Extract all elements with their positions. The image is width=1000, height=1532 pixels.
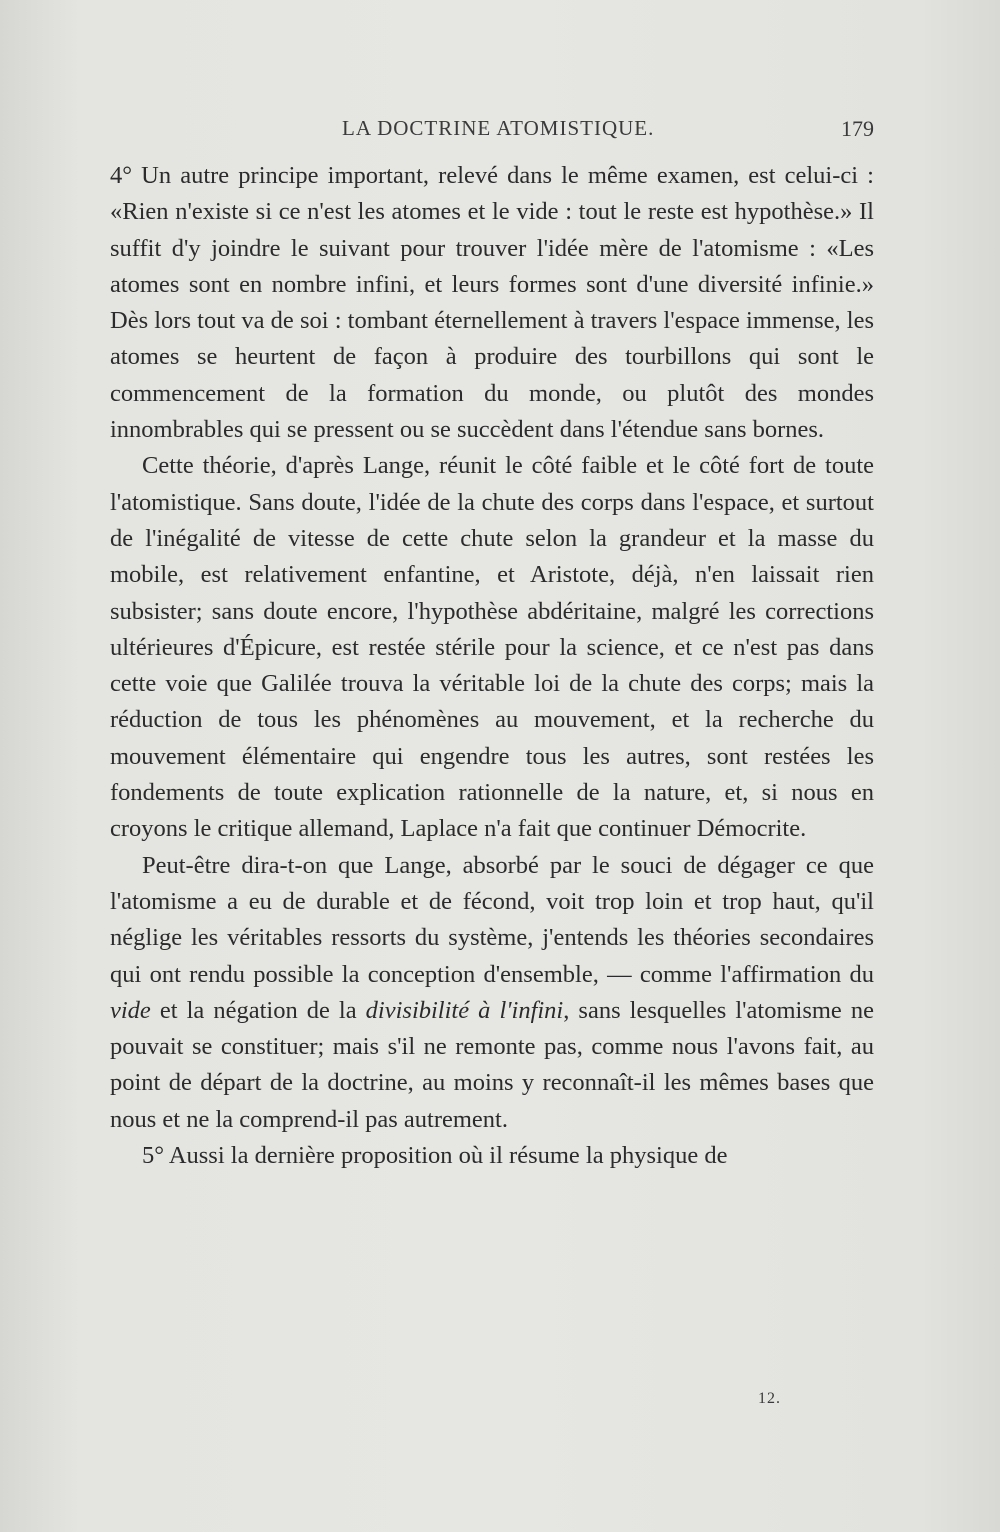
text-segment: 5° Aussi la dernière proposition où il résume la physique de — [142, 1142, 728, 1170]
italic-text: divisibilité à l'infini — [365, 996, 564, 1024]
signature-mark: 12. — [758, 1390, 781, 1407]
text-segment: et la négation de la — [150, 996, 366, 1024]
paragraph — [110, 448, 874, 847]
page-number: 179 — [841, 116, 874, 141]
body-text — [110, 158, 874, 1174]
running-head — [110, 116, 880, 146]
paragraph — [110, 848, 874, 1138]
paragraph — [110, 158, 874, 448]
text-segment: Cette théorie, d'après Lange, réunit le côté faible et le côté fort de toute l'atomistique. Sans doute, l'idée de la chute des corps dans l'espace, et surtout de l'inégalité de vitesse de cette chute selon la grandeur et la masse du mobile, est relativement enfantine, et Aristote, déjà, n'en laissait rien subsister; sans doute encore, l'hypothèse abdéritaine, malgré les corrections ultérieures d'Épicure, est restée stérile pour la science, et ce n'est pas dans cette voie que Galilée trouva la véritable loi de la chute des corps; mais la réduction de tous les phénomènes au mouvement, et la recherche du mouvement élémentaire qui engendre tous les autres, sont restées les fondements de toute explication rationnelle de la nature, et, si nous en croyons le critique allemand, Laplace n'a fait que continuer Démocrite. — [110, 452, 874, 843]
text-segment: Peut-être dira-t-on que Lange, absorbé par le souci de dégager ce que l'atomisme a eu de durable et de fécond, voit trop loin et trop haut, qu'il néglige les véritables ressorts du système, j'entends les théories secondaires qui ont rendu possible la conception d'ensemble, — comme l'affirmation du — [110, 851, 874, 988]
paragraph — [110, 1138, 874, 1174]
italic-text: vide — [110, 996, 151, 1024]
text-segment: , sans lesquelles l'atomisme ne pouvait se constituer; mais s'il ne remonte pas, comme nous l'avons fait, au point de départ de la doctrine, au moins y reconnaît-il les mêmes bases que nous et ne la comprend-il pas autrement. — [110, 996, 874, 1133]
running-title: LA DOCTRINE ATOMISTIQUE. — [342, 116, 655, 140]
text-segment: 4° Un autre principe important, relevé dans le même examen, est celui-ci : «Rien n'existe si ce n'est les atomes et le vide : tout le reste est hypothèse.» Il suffit d'y joindre le suivant pour trouver l'idée mère de l'atomisme : «Les atomes sont en nombre infini, et leurs formes sont d'une diversité infinie.» Dès lors tout va de soi : tombant éternellement à travers l'espace immense, les atomes se heurtent de façon à produire des tourbillons qui sont le commencement de la formation du monde, ou plutôt des mondes innombrables qui se pressent ou se succèdent dans l'étendue sans bornes. — [110, 162, 874, 444]
